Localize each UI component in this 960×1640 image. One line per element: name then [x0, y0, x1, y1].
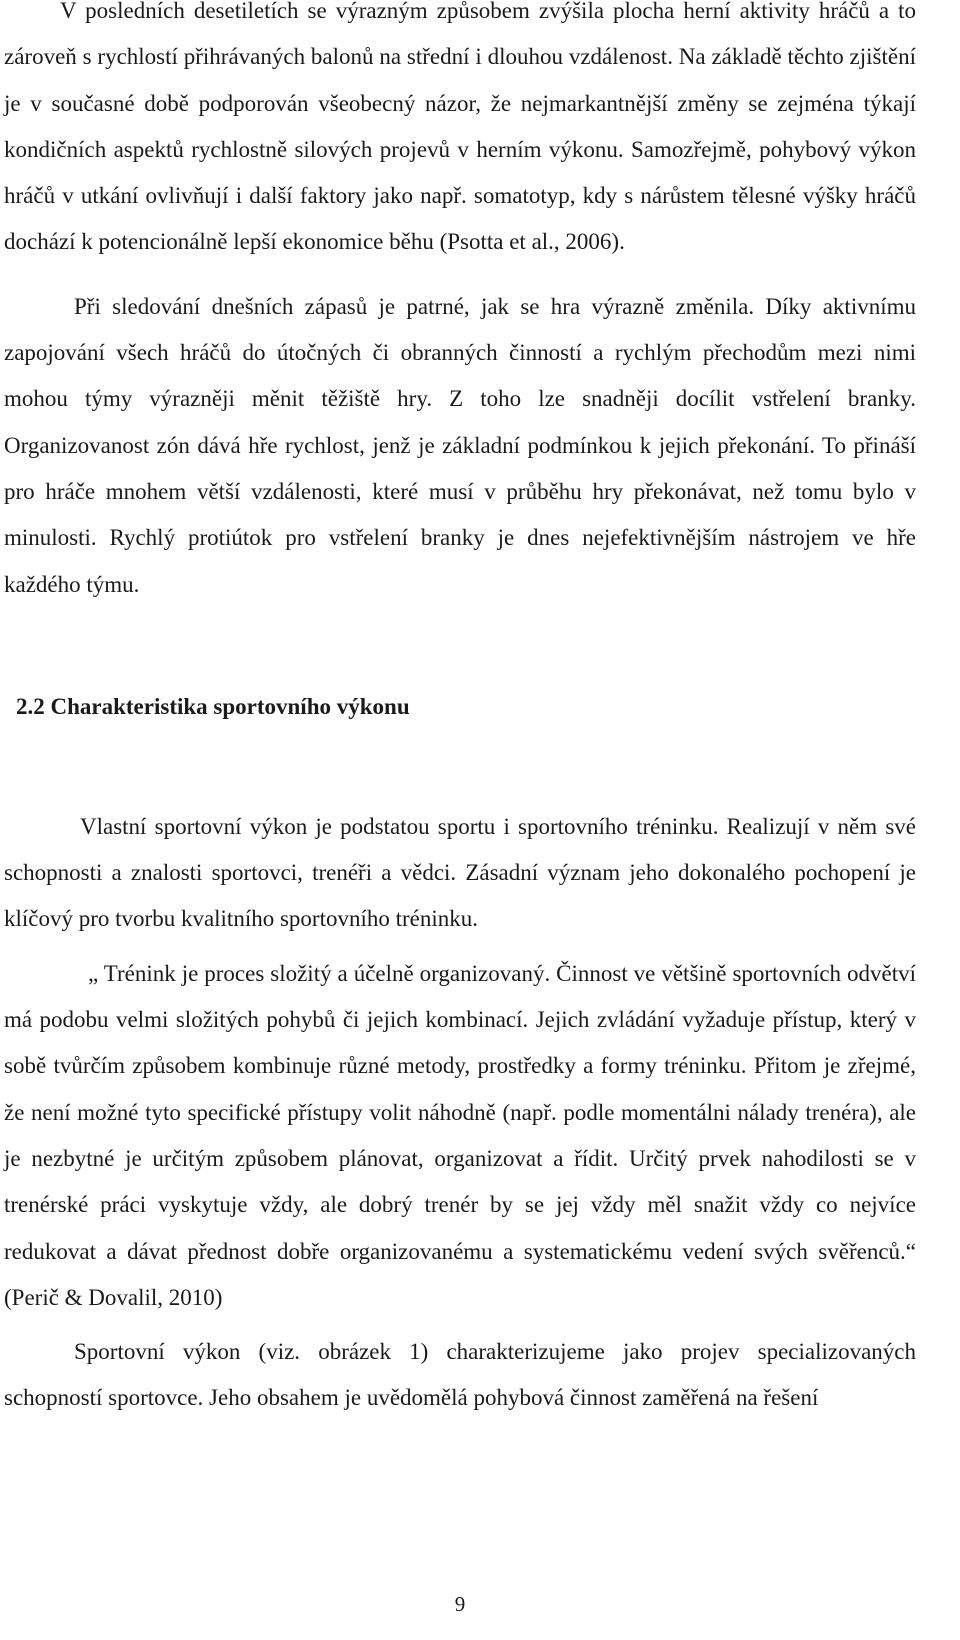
document-page: [4, 0, 916, 1422]
heading-spacer: [4, 730, 916, 804]
paragraph-modern-matches: Při sledování dnešních zápasů je patrné, jak se hra výrazně změnila. Díky aktivnímu zapojování všech hráčů do útočných či obranných činností a rychlým přechodům mezi nimi mohou týmy výrazněji měnit těžiště hry. Z toho lze snadněji docílit vstřelení branky. Organizovanost zón dává hře rychlost, jenž je základní podmínkou k jejich překonání. To přináší pro hráče mnohem větší vzdálenosti, které musí v průběhu hry překonávat, než tomu bylo v minulosti. Rychlý protiútok pro vstřelení branky je dnes nejefektivnějším nástrojem ve hře každého týmu.: [4, 293, 916, 597]
paragraph-performance-definition: Sportovní výkon (viz. obrázek 1) charakterizujeme jako projev specializovaných schopností sportovce. Jeho obsahem je uvědomělá pohybová činnost zaměřená na řešení: [4, 1339, 916, 1411]
section-heading: 2.2 Charakteristika sportovního výkonu: [16, 693, 410, 719]
page-number: 9: [454, 1592, 466, 1616]
paragraph-sport-performance: Vlastní sportovní výkon je podstatou sportu i sportovního tréninku. Realizují v něm své schopnosti a znalosti sportovci, trenéři a vědci. Zásadní význam jeho dokonalého pochopení je klíčový pro tvorbu kvalitního sportovního tréninku.: [4, 813, 916, 932]
paragraph-game-activity: V posledních desetiletích se výrazným způsobem zvýšila plocha herní aktivity hráčů a to zároveň s rychlostí přihrávaných balonů na střední i dlouhou vzdálenost. Na základě těchto zjištění je v současné době podporován všeobecný názor, že nejmarkantnější změny se zejména týkají kondičních aspektů rychlostně silových projevů v herním výkonu. Samozřejmě, pohybový výkon hráčů v utkání ovlivňují i další faktory jako např. somatotyp, kdy s nárůstem tělesné výšky hráčů dochází k potencionálně lepší ekonomice běhu (Psotta et al., 2006).: [4, 0, 916, 255]
paragraph-training-quote: „ Trénink je proces složitý a účelně organizovaný. Činnost ve většině sportovních odvětví má podobu velmi složitých pohybů či jejich kombinací. Jejich zvládání vyžaduje přístup, který v sobě tvůrčím způsobem kombinuje různé metody, prostředky a formy tréninku. Přitom je zřejmé, že není možné tyto specifické přístupy volit náhodně (např. podle momentálni nálady trenéra), ale je nezbytné je určitým způsobem plánovat, organizovat a řídit. Určitý prvek nahodilosti se v trenérské práci vyskytuje vždy, ale dobrý trenér by se jej vždy měl snažit vždy co nejvíce redukovat a dávat přednost dobře organizovanému a systematickému vedení svých svěřenců.“ (Perič & Dovalil, 2010): [4, 960, 916, 1310]
